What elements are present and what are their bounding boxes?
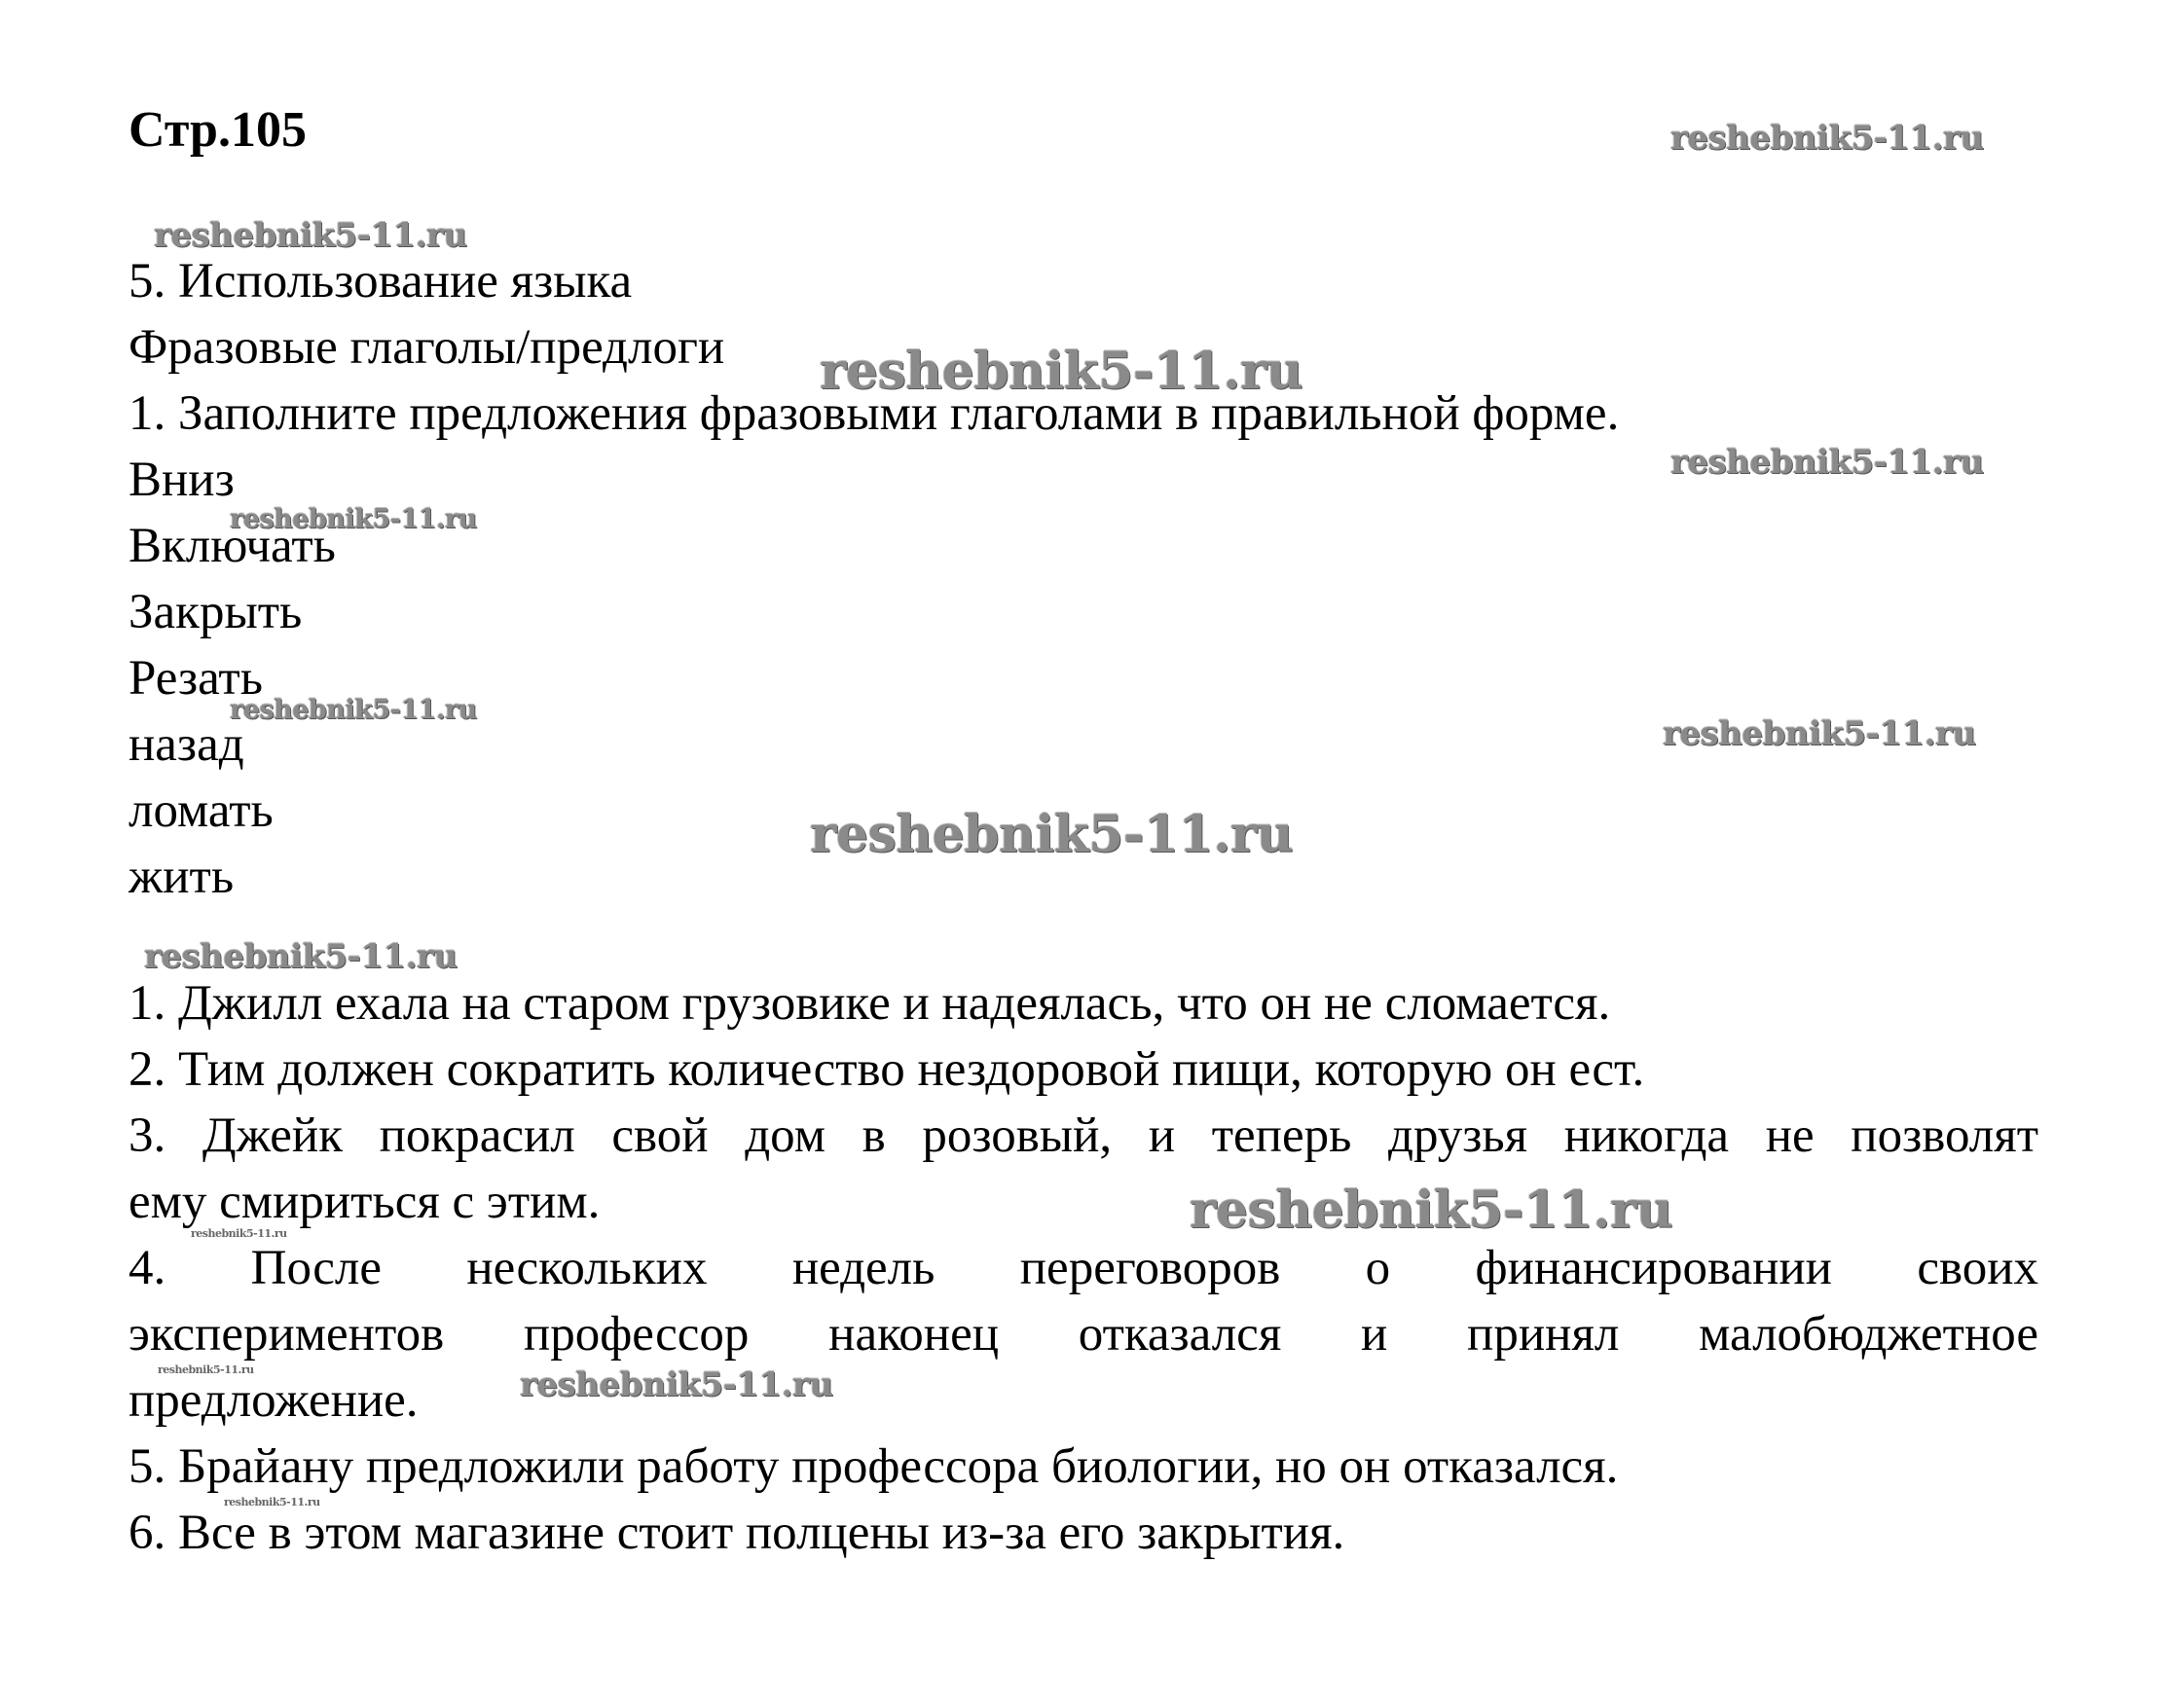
answer-1: 1. Джилл ехала на старом грузовике и надеялась, что он не сломается.	[128, 976, 1611, 1031]
section-title: 5. Использование языка	[128, 254, 633, 309]
word-list-item: Вниз	[128, 453, 235, 507]
answer-6: 6. Все в этом магазине стоит полцены из-за его закрытия.	[128, 1506, 1345, 1560]
word-list-item: Закрыть	[128, 585, 303, 639]
watermark: reshebnik5-11.ru	[230, 695, 477, 725]
watermark: reshebnik5-11.ru	[820, 342, 1303, 401]
watermark: reshebnik5-11.ru	[1670, 443, 1984, 482]
answer-4-line-2: экспериментов профессор наконец отказался и принял малобюджетное	[128, 1307, 2038, 1362]
word-list-item: Включать	[128, 519, 336, 573]
word-list-item: жить	[128, 850, 235, 904]
task-instruction: 1. Заполните предложения фразовыми глаголами в правильной форме.	[128, 386, 1620, 441]
watermark: reshebnik5-11.ru	[1663, 714, 1976, 753]
answer-4-line-3: предложение.	[128, 1373, 419, 1428]
watermark: reshebnik5-11.ru	[1190, 1181, 1673, 1240]
answer-4-line-1: 4. После нескольких недель переговоров о финансировании своих	[128, 1241, 2038, 1295]
word-list-item: Резать	[128, 651, 263, 706]
page-number: Стр.105	[128, 102, 307, 158]
watermark: reshebnik5-11.ru	[810, 805, 1294, 864]
watermark: reshebnik5-11.ru	[1670, 119, 1984, 158]
answer-3-line-2: ему смириться с этим.	[128, 1175, 601, 1229]
watermark: reshebnik5-11.ru	[191, 1227, 287, 1240]
answer-5: 5. Брайану предложили работу профессора биологии, но он отказался.	[128, 1439, 1619, 1494]
answer-3-line-1: 3. Джейк покрасил свой дом в розовый, и теперь друзья никогда не позволят	[128, 1108, 2038, 1163]
answer-2: 2. Тим должен сократить количество нездоровой пищи, которую он ест.	[128, 1042, 1645, 1097]
watermark: reshebnik5-11.ru	[144, 937, 458, 976]
word-list-item: назад	[128, 717, 244, 772]
watermark: reshebnik5-11.ru	[230, 504, 477, 534]
watermark: reshebnik5-11.ru	[520, 1365, 833, 1404]
section-subtitle: Фразовые глаголы/предлоги	[128, 320, 725, 375]
watermark: reshebnik5-11.ru	[224, 1496, 320, 1508]
watermark: reshebnik5-11.ru	[158, 1363, 254, 1376]
word-list-item: ломать	[128, 783, 274, 838]
watermark: reshebnik5-11.ru	[154, 216, 467, 255]
